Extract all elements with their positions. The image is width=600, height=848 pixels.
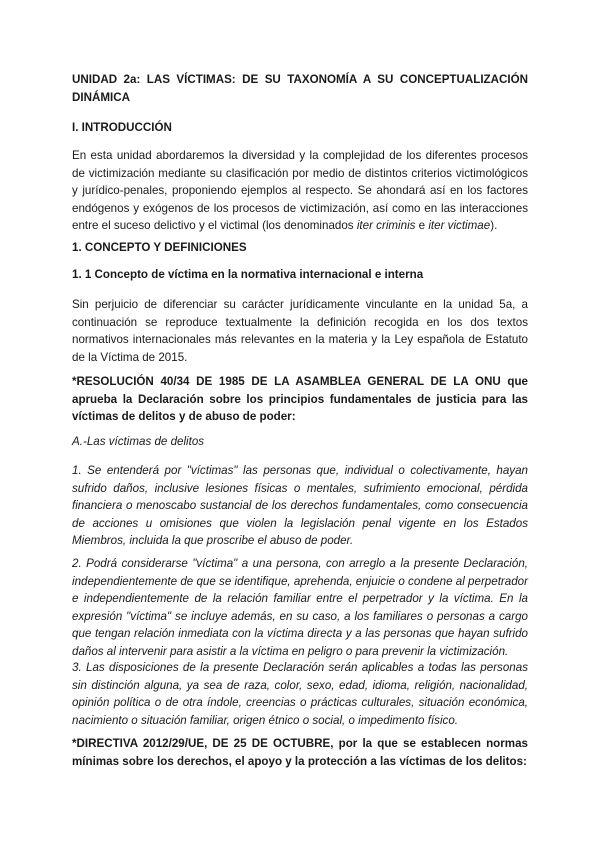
article-3: 3. Las disposiciones de la presente Declaración serán aplicables a todas las personas sin distinción alguna, ya sea de raza, color, sexo, edad, idioma, religión, nacionalidad, opinión política o de otra índole, creencias o prácticas culturales, situación económica, nacimiento o situación familiar, origen étnico o social, o impedimento físico. (72, 661, 528, 727)
article-1: 1. Se entenderá por "víctimas" las personas que, individual o colectivamente, hayan sufrido daños, inclusive lesiones físicas o mentales, sufrimiento emocional, pérdida financiera o menoscabo sustancial de los derechos fundamentales, como consecuencia de acciones u omisiones que violen la legislación penal vigente en los Estados Miembros, incluida la que proscribe el abuso de poder. (72, 464, 528, 547)
section-heading-introduction: I. INTRODUCCIÓN (72, 121, 172, 134)
article-2: 2. Podrá considerarse "víctima" a una persona, con arreglo a la presente Declaración, independientemente de que se identifique, aprehenda, enjuicie o condene al perpetrador e independientemente de la relación familiar entre el perpetrador y la víctima. En la expresión "víctima" se incluye además, en su caso, a los familiares o personas a cargo que tengan relación inmediata con la víctima directa y a las personas que hayan sufrido daños al intervenir para asistir a la víctima en peligro o para prevenir la victimización. (72, 557, 528, 658)
section-heading-concept: 1. CONCEPTO Y DEFINICIONES (72, 241, 247, 254)
term-iter-victimae: iter victimae (428, 219, 491, 232)
victims-subheading: A.-Las víctimas de delitos (72, 435, 205, 448)
document-title: UNIDAD 2a: LAS VÍCTIMAS: DE SU TAXONOMÍA A SU CONCEPTUALIZACIÓN DINÁMICA (72, 73, 528, 104)
term-iter-criminis: iter criminis (356, 219, 416, 232)
subsection-paragraph: Sin perjuicio de diferenciar su carácter jurídicamente vinculante en la unidad 5a, a continuación se reproduce textualmente la definición recogida en los dos textos normativos internacionales más relevantes en la materia y la Ley española de Estatuto de la Víctima de 2015. (72, 298, 528, 364)
closing-text: ). (490, 219, 498, 232)
connector-text: e (415, 219, 429, 232)
resolution-heading: *RESOLUCIÓN 40/34 DE 1985 DE LA ASAMBLEA GENERAL DE LA ONU que aprueba la Declaración sobre los principios fundamentales de justicia para las víctimas de delitos y de abuso de poder: (72, 375, 528, 423)
introduction-text: En esta unidad abordaremos la diversidad y la complejidad de los diferentes procesos de victimización mediante su clasificación por medio de distintos criterios victimológicos y jurídico-penales, proponiendo ejemplos al respecto. Se ahondará así en los factores endógenos y exógenos de los procesos de victimización, así como en las interacciones entre el suceso delictivo y el victimal (los denominados (72, 149, 528, 232)
directive-heading: *DIRECTIVA 2012/29/UE, DE 25 DE OCTUBRE, por la que se establecen normas mínimas sobre los derechos, el apoyo y la protección a las víctimas de los delitos: (72, 737, 528, 768)
introduction-paragraph (72, 147, 528, 235)
subsection-heading: 1. 1 Concepto de víctima en la normativa internacional e interna (72, 268, 424, 281)
